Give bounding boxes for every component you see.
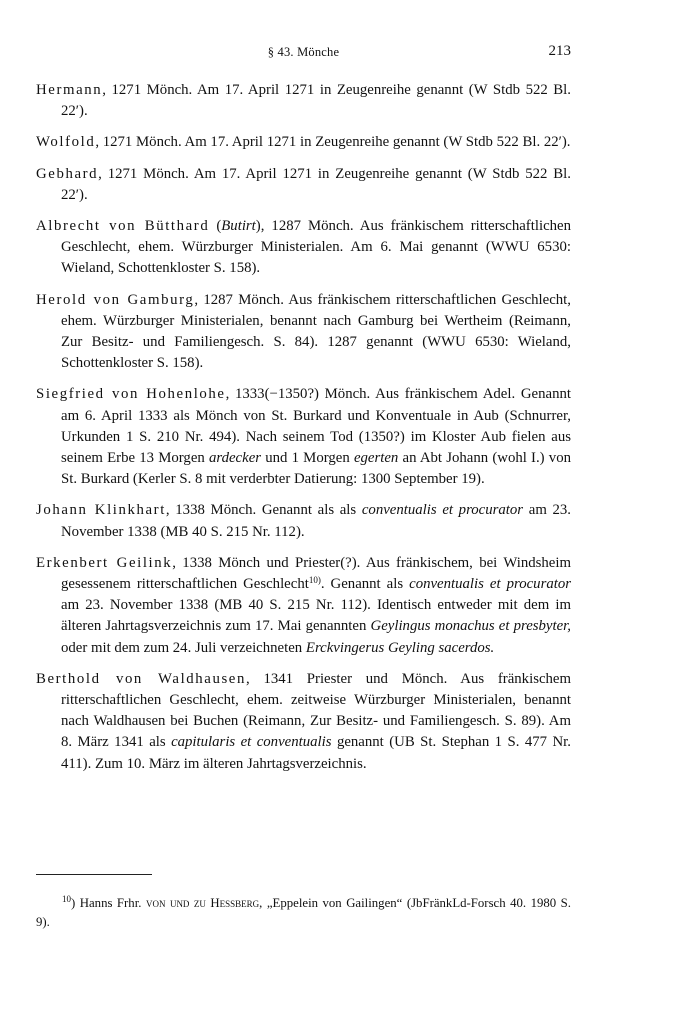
entry-text: , 1287 Mönch. Aus fränkischem ritterschaftlichen Geschlecht, ehem. Würzburger Ministerialen, benannt nach Gamburg bei Wertheim (Reimann, Zur Besitz- und Familiengesch. S. 84). 1287 genannt (WWU 6530: Wieland, Schottenkloster S. 158).: [61, 291, 571, 372]
monk-entries: [36, 80, 571, 785]
entry-wolfold: [36, 132, 571, 153]
footnote-marker: 10: [62, 893, 71, 904]
entry-text: am 23. November 1338 (MB 40 S. 215 Nr. 112).: [61, 502, 571, 540]
entry-text: , 1271 Mönch. Am 17. April 1271 in Zeugenreihe genannt (W Stdb 522 Bl. 22′).: [61, 165, 571, 203]
entry-berthold-von-waldhausen: [36, 669, 571, 775]
entry-name: Johann Klinkhart: [36, 502, 166, 519]
entry-text: , 1271 Mönch. Am 17. April 1271 in Zeugenreihe genannt (W Stdb 522 Bl. 22′).: [95, 134, 571, 151]
footnote-10: [36, 894, 571, 932]
entry-text: , 1333(−1350?) Mönch. Aus fränkischem Adel. Genannt am 6. April 1333 als Mönch von St. Burkard und Konventuale in Aub (Schnurrer, Urkunden 1 S. 210 Nr. 494). Nach seinem Tod (1350?) im Kloster Aub fielen aus seinem Erbe 13 Morgen: [61, 386, 572, 467]
entry-italic-term: ardecker: [208, 450, 262, 467]
page-number: 213: [548, 43, 571, 59]
entry-name: Berthold von Waldhausen: [36, 670, 246, 687]
entry-italic-term: Geylingus monachus et presbyter,: [370, 618, 571, 635]
entry-johann-klinkhart: [36, 500, 571, 542]
entry-name: Wolfold: [36, 134, 96, 151]
entry-name: Albrecht von Bütthard: [36, 218, 210, 235]
entry-italic-term: capitularis et conventualis: [171, 734, 332, 751]
entry-name: Siegfried von Hohenlohe: [36, 386, 226, 403]
footnote-reference[interactable]: 10): [308, 575, 321, 586]
entry-text: und 1 Morgen: [261, 450, 354, 467]
entry-hermann: [36, 80, 571, 122]
entry-name: Gebhard: [36, 165, 99, 182]
entry-text: , 1341 Priester und Mönch. Aus fränkischem ritterschaftlichen Geschlecht, ehem. zeitweise Würzburger Ministerialen, benannt nach Waldhausen bei Buchen (Reimann, Zur Besitz- und Familiengesch. S. 89). Am 8. März 1341 als: [61, 670, 571, 751]
entry-herold-von-gamburg: [36, 290, 571, 375]
entry-siegfried-von-hohenlohe: [36, 384, 571, 490]
entry-text: genannt (UB St. Stephan 1 S. 477 Nr. 411). Zum 10. März im älteren Jahrtagsverzeichnis.: [61, 734, 571, 772]
entry-text: . Genannt als: [320, 576, 410, 593]
entry-erkenbert-geilink: [36, 553, 571, 659]
entry-italic-term: conventualis et procurator: [361, 502, 524, 519]
entry-text: ), 1287 Mönch. Aus fränkischem ritterschaftlichen Geschlecht, ehem. Würzburger Ministerialen. Am 6. Mai genannt (WWU 6530: Wieland, Schottenkloster S. 158).: [61, 218, 571, 277]
entry-name: Herold von Gamburg: [36, 291, 195, 308]
entry-italic-term: Erckvingerus Geyling sacerdos.: [305, 639, 495, 656]
entry-text: oder mit dem zum 24. Juli verzeichneten: [61, 639, 306, 656]
entry-text: , 1271 Mönch. Am 17. April 1271 in Zeugenreihe genannt (W Stdb 522 Bl. 22′).: [61, 82, 571, 120]
entry-italic-term: egerten: [353, 450, 399, 467]
section-title: § 43. Mönche: [267, 45, 340, 59]
running-header: [36, 43, 571, 61]
entry-italic-term: conventualis et procurator: [409, 576, 571, 593]
entry-text: , 1338 Mönch. Genannt als als: [165, 502, 362, 519]
entry-gebhard: [36, 164, 571, 206]
entry-text: am 23. November 1338 (MB 40 S. 215 Nr. 112). Identisch entweder mit dem im älteren Jahrtagsverzeichnis zum 17. Mai genannten: [61, 597, 571, 635]
entry-text: an Abt Johann (wohl I.) von St. Burkard (Kerler S. 8 mit verderbter Datierung: 1300 September 19).: [61, 450, 571, 488]
footnote-divider: [36, 874, 152, 875]
entry-text: , 1338 Mönch und Priester(?). Aus fränkischem, bei Windsheim gesessenem ritterschaftlichen Geschlecht: [61, 554, 571, 593]
footnote-author: von und zu Hessberg: [145, 895, 260, 910]
entry-name: Hermann: [36, 82, 103, 98]
entry-name: Erkenbert Geilink: [36, 554, 173, 571]
footnote-text: ) Hanns Frhr.: [71, 895, 146, 910]
entry-albrecht-von-buetthard: [36, 216, 571, 280]
entry-italic-term: Butirt: [221, 218, 256, 235]
footnote-text: , „Eppelein von Gailingen“ (JbFränkLd-Forsch 40. 1980 S. 9).: [36, 895, 571, 929]
entry-text: (: [209, 218, 222, 235]
